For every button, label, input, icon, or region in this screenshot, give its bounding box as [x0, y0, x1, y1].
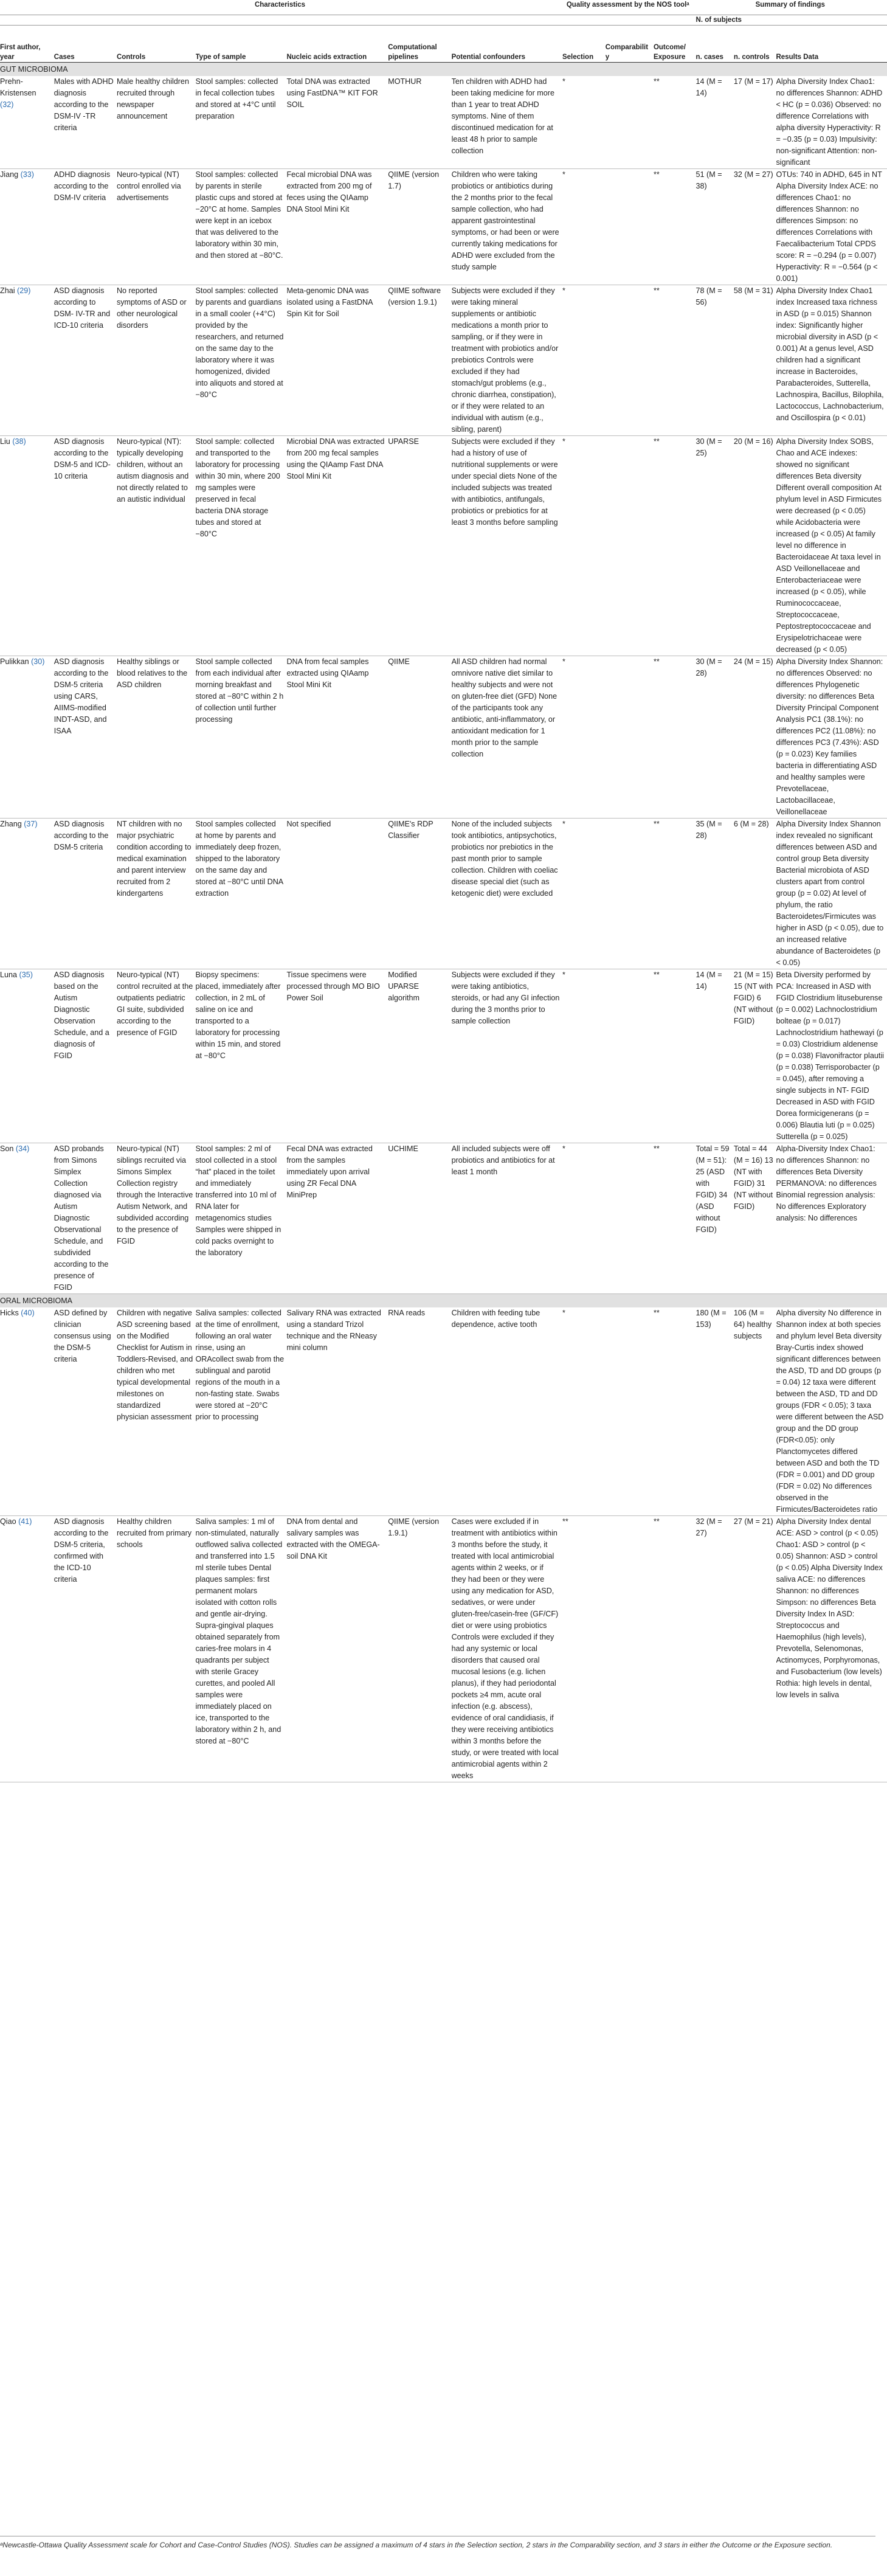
- table-row: [0, 169, 887, 285]
- reference-link[interactable]: (35): [19, 971, 33, 979]
- col-header-results: Results Data: [776, 26, 887, 63]
- cell-cases: ASD probands from Simons Simplex Collection diagnosed via Autism Diagnostic Observational Schedule, and subdivided according to the presence of FGID: [54, 1143, 117, 1294]
- cell-cases: ASD diagnosis according to the DSM-5 criteria, confirmed with the ICD-10 criteria: [54, 1516, 117, 1782]
- cell-n-cases: Total = 59 (M = 51): 25 (ASD with FGID) 34 (ASD without FGID): [696, 1143, 734, 1294]
- reference-link[interactable]: (37): [24, 820, 38, 828]
- cell-extraction: Microbial DNA was extracted from 200 mg fecal samples using the QIAamp Fast DNA Stool Mini Kit: [286, 436, 388, 656]
- col-header-extraction: Nucleic acids extraction: [286, 26, 388, 63]
- cell-outcome-stars: **: [654, 819, 696, 969]
- cell-sample-type: Stool samples: collected by parents in sterile plastic cups and stored at −20°C at home. Samples were kept in an icebox that was delivered to the laboratory within 30 min, and then stored at −80°C.: [196, 169, 287, 285]
- cell-pipeline: UPARSE: [388, 436, 451, 656]
- cell-author: [0, 169, 54, 285]
- cell-extraction: DNA from fecal samples extracted using QIAamp Stool Mini Kit: [286, 656, 388, 819]
- author-name: Luna: [0, 971, 18, 979]
- cell-comparability-stars: [606, 1516, 654, 1782]
- cell-cases: ASD defined by clinician consensus using the DSM-5 criteria: [54, 1307, 117, 1516]
- cell-confounders: None of the included subjects took antibiotics, antipsychotics, probiotics nor prebiotics in the past month prior to sample collection. Children with coeliac disease special diet (such as ketogenic diet) were excluded: [452, 819, 562, 969]
- cell-pipeline: QIIME software (version 1.9.1): [388, 285, 451, 436]
- cell-comparability-stars: [606, 76, 654, 169]
- cell-pipeline: QIIME's RDP Classifier: [388, 819, 451, 969]
- cell-outcome-stars: **: [654, 1516, 696, 1782]
- cell-author: [0, 285, 54, 436]
- cell-results: Alpha diversity No difference in Shannon index at both species and phylum level Beta diversity Bray-Curtis index showed significant differences between the ASD, TD and DD groups (p = 0.04) 12 taxa were different between the ASD, TD and DD groups (FDR < 0.05); 3 taxa were different between the ASD group and the DD group (FDR<0.05): only Planctomycetes differed between ASD and both the TD (FDR = 0.001) and DD group (FDR = 0.02) No differences observed in the Firmicutes/Bacteroidetes ratio: [776, 1307, 887, 1516]
- cell-extraction: Fecal microbial DNA was extracted from 200 mg of feces using the QIAamp DNA Stool Mini Kit: [286, 169, 388, 285]
- reference-link[interactable]: (40): [21, 1309, 35, 1317]
- cell-sample-type: Stool samples: 2 ml of stool collected in a stool “hat” placed in the toilet and immediately transferred into 10 ml of RNA later for metagenomics studies Samples were shipped in cold packs overnight to the laboratory: [196, 1143, 287, 1294]
- section-title: ORAL MICROBIOMA: [0, 1294, 887, 1308]
- cell-outcome-stars: **: [654, 969, 696, 1143]
- col-header-confounders: Potential confounders: [452, 26, 562, 63]
- cell-cases: ASD diagnosis according to the DSM-5 and ICD-10 criteria: [54, 436, 117, 656]
- cell-n-cases: 51 (M = 38): [696, 169, 734, 285]
- cell-cases: ASD diagnosis based on the Autism Diagnostic Observation Schedule, and a diagnosis of FGID: [54, 969, 117, 1143]
- cell-sample-type: Saliva samples: collected at the time of enrollment, following an oral water rinse, using an ORAcollect swab from the sublingual and parotid regions of the mouth in a non-fasting state. Swabs were stored at −20°C prior to processing: [196, 1307, 287, 1516]
- cell-sample-type: Stool samples: collected by parents and guardians in a small cooler (+4°C) provided by the researchers, and returned on the same day to the laboratory where it was homogenized, divided into aliquots and stored at −80°C: [196, 285, 287, 436]
- reference-link[interactable]: (29): [17, 286, 31, 295]
- cell-pipeline: UCHIME: [388, 1143, 451, 1294]
- header-group-summary: Summary of findings: [696, 0, 887, 15]
- cell-selection-stars: *: [562, 819, 606, 969]
- cell-controls: Neuro-typical (NT) control recruited at the outpatients pediatric GI suite, subdivided according to the presence of FGID: [117, 969, 196, 1143]
- reference-link[interactable]: (38): [12, 437, 26, 446]
- table-footnote: ᵃNewcastle-Ottawa Quality Assessment scale for Cohort and Case-Control Studies (NOS). Studies can be assigned a maximum of 4 stars in the Selection section, 2 stars in the Comparability section, and 3 stars in either the Outcome or the Exposure section.: [0, 2536, 875, 2550]
- cell-n-controls: 6 (M = 28): [734, 819, 776, 969]
- cell-comparability-stars: [606, 1143, 654, 1294]
- cell-results: Alpha Diversity Index Shannon index revealed no significant differences between ASD and control group Beta diversity Bacterial microbiota of ASD clusters apart from control group (p = 0.02) At level of phylum, the ratio Bacteroidetes/Firmicutes was higher in ASD (p < 0.05), due to an increased relative abundance of Bacteroidetes (p < 0.05): [776, 819, 887, 969]
- cell-results: Beta Diversity performed by PCA: Increased in ASD with FGID Clostridium lituseburense (p = 0.002) Lachnoclostridium bolteae (p = 0.017) Lachnoclostridium hathewayi (p = 0.03) Clostridium aldenense (p = 0.038) Flavonifractor plautii (p = 0.038) Terrisporobacter (p = 0.045), after removing a single subjects in NT- FGID Decreased in ASD with FGID Dorea formicigenerans (p = 0.006) Blautia luti (p = 0.025) Sutterella (p = 0.025): [776, 969, 887, 1143]
- cell-sample-type: Saliva samples: 1 ml of non-stimulated, naturally outflowed saliva collected and transferred into 1.5 ml sterile tubes Dental plaques samples: first permanent molars isolated with cotton rolls and gentle air-drying. Supra-gingival plaques obtained separately from caries-free molars in 4 quadrants per subject with sterile Gracey curettes, and pooled All samples were immediately placed on ice, transported to the laboratory within 2 h, and stored at −80°C: [196, 1516, 287, 1782]
- cell-confounders: Cases were excluded if in treatment with antibiotics within 3 months before the study, it treated with local antimicrobial agents within 2 weeks, or if they had been or they were using any medication for ASD, sedatives, or were under gluten-free/casein-free (GF/CF) diet or were using probiotics Controls were excluded if they had any systemic or local disorders that caused oral mucosal lesions (e.g. lichen planus), if they had periodontal pockets ≥4 mm, acute oral infection (e.g. abscess), evidence of oral candidiasis, if they were receiving antibiotics within 3 months before the study, or were treated with local antimicrobial agents within 2 weeks: [452, 1516, 562, 1782]
- cell-controls: Healthy children recruited from primary schools: [117, 1516, 196, 1782]
- cell-outcome-stars: **: [654, 656, 696, 819]
- cell-controls: No reported symptoms of ASD or other neurological disorders: [117, 285, 196, 436]
- cell-results: Alpha-Diversity Index Chao1: no differences Shannon: no differences Beta Diversity PERMANOVA: no differences Binomial regression analysis: No differences Exploratory analysis: No differences: [776, 1143, 887, 1294]
- author-name: Zhai: [0, 286, 15, 295]
- section-title: GUT MICROBIOMA: [0, 63, 887, 77]
- cell-comparability-stars: [606, 819, 654, 969]
- cell-pipeline: RNA reads: [388, 1307, 451, 1516]
- table-row: [0, 656, 887, 819]
- author-name: Qiao: [0, 1517, 16, 1526]
- cell-n-cases: 32 (M = 27): [696, 1516, 734, 1782]
- cell-selection-stars: *: [562, 1307, 606, 1516]
- cell-pipeline: QIIME: [388, 656, 451, 819]
- author-name: Jiang: [0, 170, 19, 179]
- header-group-quality: Quality assessment by the NOS toolᵃ: [562, 0, 696, 15]
- cell-results: Alpha Diversity Index Shannon: no differences Observed: no differences Phylogenetic diversity: no differences Beta Diversity Principal Component Analysis PC1 (38.1%): no differences PC2 (11.08%): no differences PC3 (7.43%): ASD (p = 0.023) Key families bacteria in differentiating ASD and healthy samples were Prevotellaceae, Lactobacillaceae, Veillonellaceae: [776, 656, 887, 819]
- cell-sample-type: Stool sample collected from each individual after morning breakfast and stored at −80°C within 2 h of collection until further processing: [196, 656, 287, 819]
- cell-n-controls: 17 (M = 17): [734, 76, 776, 169]
- cell-n-controls: 58 (M = 31): [734, 285, 776, 436]
- author-name: Prehn-Kristensen: [0, 77, 36, 97]
- cell-confounders: Subjects were excluded if they had a history of use of nutritional supplements or were under special diets None of the included subjects was treated with antibiotics, antifungals, probiotics or prebiotics for at least 3 months before sampling: [452, 436, 562, 656]
- cell-extraction: Salivary RNA was extracted using a standard Trizol technique and the RNeasy mini column: [286, 1307, 388, 1516]
- reference-link[interactable]: (32): [0, 100, 14, 109]
- cell-comparability-stars: [606, 169, 654, 285]
- reference-link[interactable]: (41): [18, 1517, 32, 1526]
- cell-comparability-stars: [606, 656, 654, 819]
- cell-selection-stars: *: [562, 1143, 606, 1294]
- cell-comparability-stars: [606, 1307, 654, 1516]
- cell-controls: NT children with no major psychiatric condition according to medical examination and parent interview recruited from 2 kindergartens: [117, 819, 196, 969]
- cell-author: [0, 656, 54, 819]
- table-body: [0, 63, 887, 1782]
- cell-n-controls: Total = 44 (M = 16) 13 (NT with FGID) 31 (NT without FGID): [734, 1143, 776, 1294]
- cell-controls: Children with negative ASD screening based on the Modified Checklist for Autism in Toddlers-Revised, and children who met typical developmental milestones on standardized physician assessment: [117, 1307, 196, 1516]
- cell-extraction: DNA from dental and salivary samples was extracted with the OMEGA-soil DNA Kit: [286, 1516, 388, 1782]
- author-name: Hicks: [0, 1309, 19, 1317]
- cell-confounders: Children who were taking probiotics or antibiotics during the 2 months prior to the fecal sample collection, who had apparent gastrointestinal symptoms, or had been or were currently taking medications for ADHD were excluded from the study sample: [452, 169, 562, 285]
- col-header-n-controls: n. controls: [734, 26, 776, 63]
- cell-n-cases: 180 (M = 153): [696, 1307, 734, 1516]
- cell-controls: Neuro-typical (NT): typically developing children, without an autism diagnosis and not directly related to an autistic individual: [117, 436, 196, 656]
- cell-extraction: Meta-genomic DNA was isolated using a FastDNA Spin Kit for Soil: [286, 285, 388, 436]
- table-header: [0, 0, 887, 63]
- col-header-author: First author, year: [0, 26, 54, 63]
- table-row: [0, 819, 887, 969]
- cell-author: [0, 1143, 54, 1294]
- col-header-pipeline: Computational pipelines: [388, 26, 451, 63]
- cell-author: [0, 76, 54, 169]
- cell-cases: ASD diagnosis according to DSM- IV-TR and ICD-10 criteria: [54, 285, 117, 436]
- cell-n-controls: 20 (M = 16): [734, 436, 776, 656]
- cell-outcome-stars: **: [654, 285, 696, 436]
- cell-n-controls: 27 (M = 21): [734, 1516, 776, 1782]
- cell-author: [0, 1516, 54, 1782]
- table-row: [0, 1516, 887, 1782]
- cell-cases: Males with ADHD diagnosis according to the DSM-IV -TR criteria: [54, 76, 117, 169]
- cell-sample-type: Stool sample: collected and transported to the laboratory for processing within 30 min, where 200 mg samples were preserved in fecal bacteria DNA storage tubes and stored at −80°C: [196, 436, 287, 656]
- section-row: [0, 1294, 887, 1308]
- reference-link[interactable]: (30): [31, 657, 45, 666]
- col-header-comparability: Comparability: [606, 26, 654, 63]
- cell-results: Alpha Diversity Index SOBS, Chao and ACE indexes: showed no significant differences Beta diversity Different overall composition At phylum level in ASD Firmicutes were decreased (p < 0.05) while Acidobacteria were increased (p < 0.05) At family level no difference in Bacteroidaceae At taxa level in ASD Veillonellaceae and Enterobacteriaceae were increased (p < 0.05), while Ruminococcaceae, Streptococcaceae, Peptostreptococcaceae and Erysipelotrichaceae were decreased (p < 0.05): [776, 436, 887, 656]
- cell-confounders: Subjects were excluded if they were taking antibiotics, steroids, or had any GI infection during the 3 months prior to sample collection: [452, 969, 562, 1143]
- cell-extraction: Fecal DNA was extracted from the samples immediately upon arrival using ZR Fecal DNA MiniPrep: [286, 1143, 388, 1294]
- cell-sample-type: Stool samples: collected in fecal collection tubes and stored at +4°C until preparation: [196, 76, 287, 169]
- cell-cases: ASD diagnosis according to the DSM-5 criteria: [54, 819, 117, 969]
- cell-comparability-stars: [606, 969, 654, 1143]
- header-n-subjects: N. of subjects: [696, 15, 776, 26]
- cell-outcome-stars: **: [654, 169, 696, 285]
- cell-selection-stars: *: [562, 76, 606, 169]
- author-name: Zhang: [0, 820, 22, 828]
- cell-selection-stars: *: [562, 436, 606, 656]
- cell-cases: ADHD diagnosis according to the DSM-IV criteria: [54, 169, 117, 285]
- table-row: [0, 76, 887, 169]
- cell-n-cases: 30 (M = 25): [696, 436, 734, 656]
- cell-controls: Healthy siblings or blood relatives to the ASD children: [117, 656, 196, 819]
- cell-comparability-stars: [606, 436, 654, 656]
- cell-results: Alpha Diversity Index Chao1 index Increased taxa richness in ASD (p = 0.015) Shannon index: Significantly higher microbial diversity in ASD (p < 0.001) At a genus level, ASD children had a significant increase in Bacteroides, Parabacteroides, Sutterella, Lachnospira, Bacillus, Bilophila, Lactococcus, Lachnobacterium, and Oscillospira (p < 0.01): [776, 285, 887, 436]
- cell-pipeline: QIIME (version 1.7): [388, 169, 451, 285]
- cell-outcome-stars: **: [654, 1143, 696, 1294]
- col-header-cases: Cases: [54, 26, 117, 63]
- cell-n-cases: 14 (M = 14): [696, 969, 734, 1143]
- cell-outcome-stars: **: [654, 76, 696, 169]
- cell-pipeline: MOTHUR: [388, 76, 451, 169]
- col-header-n-cases: n. cases: [696, 26, 734, 63]
- table-row: [0, 1307, 887, 1516]
- cell-selection-stars: *: [562, 969, 606, 1143]
- section-row: [0, 63, 887, 77]
- cell-confounders: Ten children with ADHD had been taking medicine for more than 1 year to treat ADHD symptoms. Nine of them discontinued medication for at least 48 h prior to sample collection: [452, 76, 562, 169]
- col-header-sample: Type of sample: [196, 26, 287, 63]
- cell-pipeline: QIIME (version 1.9.1): [388, 1516, 451, 1782]
- cell-sample-type: Stool samples collected at home by parents and immediately deep frozen, shipped to the laboratory on the same day and stored at −80°C until DNA extraction: [196, 819, 287, 969]
- table-row: [0, 1143, 887, 1294]
- cell-outcome-stars: **: [654, 1307, 696, 1516]
- cell-n-cases: 35 (M = 28): [696, 819, 734, 969]
- header-spacer: [0, 15, 696, 26]
- table-row: [0, 285, 887, 436]
- cell-author: [0, 969, 54, 1143]
- cell-outcome-stars: **: [654, 436, 696, 656]
- cell-selection-stars: *: [562, 656, 606, 819]
- cell-results: OTUs: 740 in ADHD, 645 in NT Alpha Diversity Index ACE: no differences Chao1: no differences Shannon: no differences Simpson: no differences Correlations with Faecalibacterium Total CPDS score: R = −0.294 (p = 0.007) Hyperactivity: R = −0.564 (p < 0.001): [776, 169, 887, 285]
- cell-selection-stars: **: [562, 1516, 606, 1782]
- cell-n-controls: 24 (M = 15): [734, 656, 776, 819]
- cell-author: [0, 436, 54, 656]
- table-row: [0, 969, 887, 1143]
- cell-extraction: Not specified: [286, 819, 388, 969]
- cell-extraction: Total DNA was extracted using FastDNA™ KIT FOR SOIL: [286, 76, 388, 169]
- cell-results: Alpha Diversity Index Chao1: no differences Shannon: ADHD < HC (p = 0.036) Observed: no difference Correlations with alpha diversity Hyperactivity: R = −0.35 (p = 0.03) Impulsivity: non-significant Attention: non-significant: [776, 76, 887, 169]
- header-spacer-right: [776, 15, 887, 26]
- cell-confounders: All included subjects were off probiotics and antibiotics for at least 1 month: [452, 1143, 562, 1294]
- reference-link[interactable]: (34): [15, 1144, 30, 1153]
- cell-cases: ASD diagnosis according to the DSM-5 criteria using CARS, AIIMS-modified INDT-ASD, and ISAA: [54, 656, 117, 819]
- cell-comparability-stars: [606, 285, 654, 436]
- cell-sample-type: Biopsy specimens: placed, immediately after collection, in 2 mL of saline on ice and transported to a laboratory for processing within 15 min, and stored at −80°C: [196, 969, 287, 1143]
- col-header-outcome: Outcome/ Exposure: [654, 26, 696, 63]
- cell-selection-stars: *: [562, 285, 606, 436]
- cell-confounders: All ASD children had normal omnivore native diet similar to healthy subjects and were not on gluten-free diet (GFD) None of the participants took any antibiotic, anti-inflammatory, or antioxidant medication for 1 month prior to the sample collection: [452, 656, 562, 819]
- author-name: Pulikkan: [0, 657, 29, 666]
- author-name: Liu: [0, 437, 10, 446]
- col-header-controls: Controls: [117, 26, 196, 63]
- col-header-selection: Selection: [562, 26, 606, 63]
- cell-n-controls: 106 (M = 64) healthy subjects: [734, 1307, 776, 1516]
- cell-n-cases: 78 (M = 56): [696, 285, 734, 436]
- cell-author: [0, 819, 54, 969]
- cell-pipeline: Modified UPARSE algorithm: [388, 969, 451, 1143]
- cell-n-cases: 14 (M = 14): [696, 76, 734, 169]
- cell-confounders: Subjects were excluded if they were taking mineral supplements or antibiotic medications a month prior to sampling, or if they were in treatment with probiotics and/or prebiotics Controls were excluded if they had stomach/gut problems (e.g., chronic diarrhea, constipation), or if they were related to an individual with autism (e.g., sibling, parent): [452, 285, 562, 436]
- cell-n-cases: 30 (M = 28): [696, 656, 734, 819]
- cell-extraction: Tissue specimens were processed through MO BIO Power Soil: [286, 969, 388, 1143]
- cell-controls: Neuro-typical (NT) control enrolled via advertisements: [117, 169, 196, 285]
- cell-selection-stars: *: [562, 169, 606, 285]
- cell-controls: Neuro-typical (NT) siblings recruited via Simons Simplex Collection registry through the Interactive Autism Network, and subdivided according to the presence of FGID: [117, 1143, 196, 1294]
- cell-author: [0, 1307, 54, 1516]
- cell-n-controls: 32 (M = 27): [734, 169, 776, 285]
- reference-link[interactable]: (33): [20, 170, 35, 179]
- cell-controls: Male healthy children recruited through newspaper announcement: [117, 76, 196, 169]
- cell-n-controls: 21 (M = 15) 15 (NT with FGID) 6 (NT without FGID): [734, 969, 776, 1143]
- table-row: [0, 436, 887, 656]
- author-name: Son: [0, 1144, 14, 1153]
- cell-confounders: Children with feeding tube dependence, active tooth: [452, 1307, 562, 1516]
- cell-results: Alpha Diversity Index dental ACE: ASD > control (p < 0.05) Chao1: ASD > control (p < 0.05) Shannon: ASD > control (p < 0.05) Alpha Diversity Index saliva ACE: no differences Shannon: no differences Simpson: no differences Beta Diversity Index In ASD: Streptococcus and Haemophilus (high levels), Prevotella, Selenomonas, Actinomyces, Porphyromonas, and Fusobacterium (low levels) Rothia: high levels in dental, low levels in saliva: [776, 1516, 887, 1782]
- header-group-characteristics: Characteristics: [0, 0, 562, 15]
